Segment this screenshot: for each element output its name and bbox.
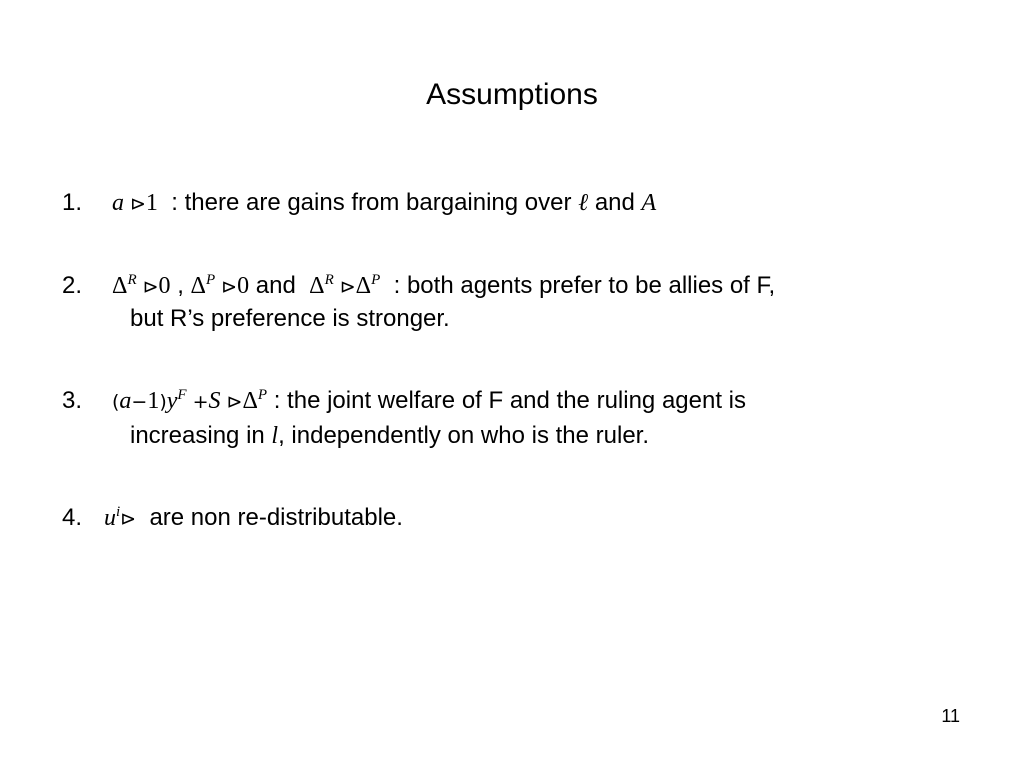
page-number: 11 bbox=[941, 706, 960, 726]
math-a: a ⊳1 bbox=[112, 190, 158, 216]
item-number: 3. bbox=[62, 387, 83, 414]
math-u-i: $u^i⊳$ bbox=[104, 504, 137, 531]
item-text: : the joint welfare of F and the ruling agent is bbox=[273, 387, 746, 414]
operator-glyph-icon: ⊳ bbox=[339, 276, 356, 298]
operator-glyph-icon: ⊳ bbox=[221, 276, 238, 298]
assumption-1 bbox=[62, 186, 656, 221]
assumption-4 bbox=[62, 501, 403, 536]
assumption-2-continued: but R’s preference is stronger. bbox=[130, 305, 450, 332]
assumption-3 bbox=[62, 384, 746, 419]
math-welfare: $(a-1)y^F +S$ $⊳\Delta^P$ bbox=[112, 387, 268, 414]
item-number: 2. bbox=[62, 272, 83, 299]
operator-glyph-icon: ⊳ bbox=[226, 391, 243, 413]
math-delta-p: $\Delta^P$ ⊳0 bbox=[190, 272, 250, 299]
assumption-2 bbox=[62, 269, 775, 304]
operator-glyph-icon: ⊳ bbox=[120, 508, 137, 530]
comma: , bbox=[177, 272, 184, 299]
math-A: A bbox=[641, 190, 657, 216]
math-ell: ℓ bbox=[578, 190, 589, 216]
item-number: 1. bbox=[62, 189, 83, 216]
item-text-and: and bbox=[255, 272, 296, 299]
item-number: 4. bbox=[62, 504, 83, 531]
math-delta-compare: $\Delta^R$ $⊳\Delta^P$ bbox=[309, 272, 381, 299]
item-text: : both agents prefer to be allies of F, bbox=[393, 272, 776, 299]
item-text: : there are gains from bargaining over bbox=[171, 189, 572, 216]
item-text-and: and bbox=[594, 189, 635, 216]
math-l: l bbox=[271, 423, 279, 449]
slide-title: Assumptions bbox=[426, 78, 598, 111]
assumption-3-continued: increasing in l, independently on who is the ruler. bbox=[130, 422, 650, 449]
operator-glyph-icon: ⊳ bbox=[142, 276, 159, 298]
math-delta-r: $\Delta^R$ ⊳0 bbox=[112, 272, 171, 299]
operator-glyph-icon: ⊳ bbox=[130, 193, 146, 215]
item-text: are non re-distributable. bbox=[149, 504, 403, 531]
